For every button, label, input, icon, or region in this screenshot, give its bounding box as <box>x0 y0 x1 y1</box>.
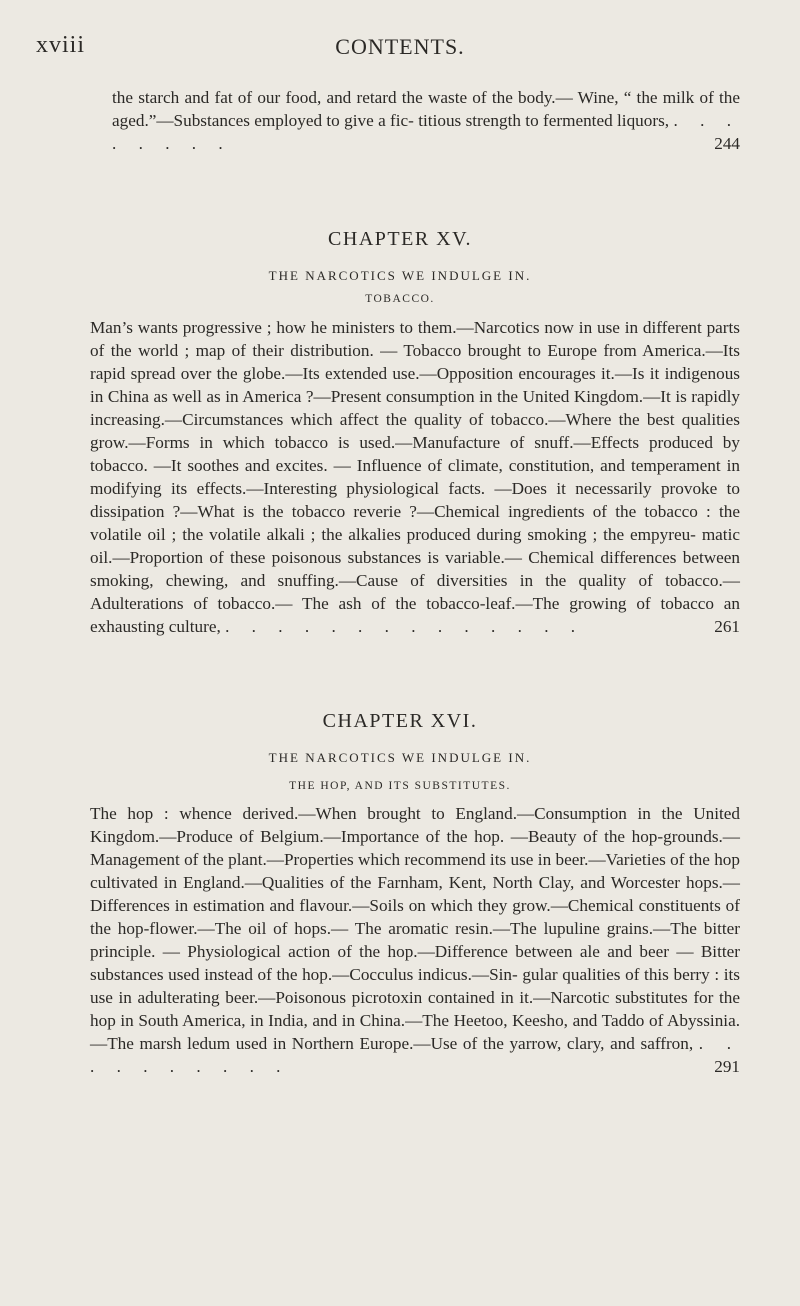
chapter-16-leader-dots: . . . . . . . . . . <box>90 1034 741 1076</box>
intro-text: the starch and fat of our food, and retard the waste of the body.— Wine, “ the milk of the aged.”—Substances employed to give a fic- titious strength to fermented liquors, <box>112 88 740 130</box>
chapter-15-page-ref: 261 <box>714 617 740 636</box>
chapter-15-title: CHAPTER XV. <box>328 228 472 250</box>
chapter-16-summary <box>90 802 740 1078</box>
chapter-16-text: The hop : whence derived.—When brought to England.—Consumption in the United Kingdom.—Produce of Belgium.—Importance of the hop. —Beauty of the hop-grounds.—Management of the plant.—Properties which recommend its use in beer.—Varieties of the hop cultivated in England.—Qualities of the Farnham, Kent, North Clay, and Worcester hops.—Differences in estimation and flavour.—Soils on which they grow.—Chemical constituents of the hop-flower.—The oil of hops.— The aromatic resin.—The lupuline grains.—The bitter principle. — Physiological action of the hop.—Difference between ale and beer — Bitter substances used instead of the hop.—Cocculus indicus.—Sin- gular qualities of this berry : its use in adulterating beer.—Poisonous picrotoxin contained in it.—Narcotic substitutes for the hop in South America, in India, and in China.—The Heetoo, Keesho, and Taddo of Abyssinia.—The marsh ledum used in Northern Europe.—Use of the yarrow, clary, and saffron, <box>90 804 740 1053</box>
chapter-15-subsubtitle: TOBACCO. <box>365 293 435 305</box>
chapter-15-summary <box>90 316 740 638</box>
page-number: xviii <box>36 32 86 58</box>
running-head: CONTENTS. <box>335 34 465 59</box>
chapter-16-page-ref: 291 <box>714 1057 740 1076</box>
chapter-15-subtitle: THE NARCOTICS WE INDULGE IN. <box>268 268 532 283</box>
chapter-16-subsubtitle: THE HOP, AND ITS SUBSTITUTES. <box>289 780 511 792</box>
chapter-15-leader-dots: . . . . . . . . . . . . . . <box>225 617 585 636</box>
intro-leader-dots: . . . . . . . . <box>112 111 741 153</box>
page-header <box>0 32 800 72</box>
chapter-16-title: CHAPTER XVI. <box>322 710 478 732</box>
intro-page-ref: 244 <box>714 134 740 153</box>
intro-entry <box>112 86 740 155</box>
chapter-16-subtitle: THE NARCOTICS WE INDULGE IN. <box>268 750 532 765</box>
chapter-15-text: Man’s wants progressive ; how he ministers to them.—Narcotics now in use in different parts of the world ; map of their distribution. — Tobacco brought to Europe from America.—Its rapid spread over the globe.—Its extended use.—Opposition encourages it.—Is it indigenous in China as well as in America ?—Present consumption in the United Kingdom.—It is rapidly increasing.—Circumstances which affect the quality of tobacco.—Where the best qualities grow.—Forms in which tobacco is used.—Manufacture of snuff.—Effects produced by tobacco. —It soothes and excites. — Influence of climate, constitution, and temperament in modifying its effects.—Interesting physiological facts. —Does it necessarily provoke to dissipation ?—What is the tobacco reverie ?—Chemical ingredients of the tobacco : the volatile oil ; the volatile alkali ; the alkalies produced during smoking ; the empyreu- matic oil.—Proportion of these poisonous substances is variable.— Chemical differences between smoking, chewing, and snuffing.—Cause of diversities in the quality of tobacco.—Adulterations of tobacco.— The ash of the tobacco-leaf.—The growing of tobacco an exhausting culture, <box>90 318 740 636</box>
